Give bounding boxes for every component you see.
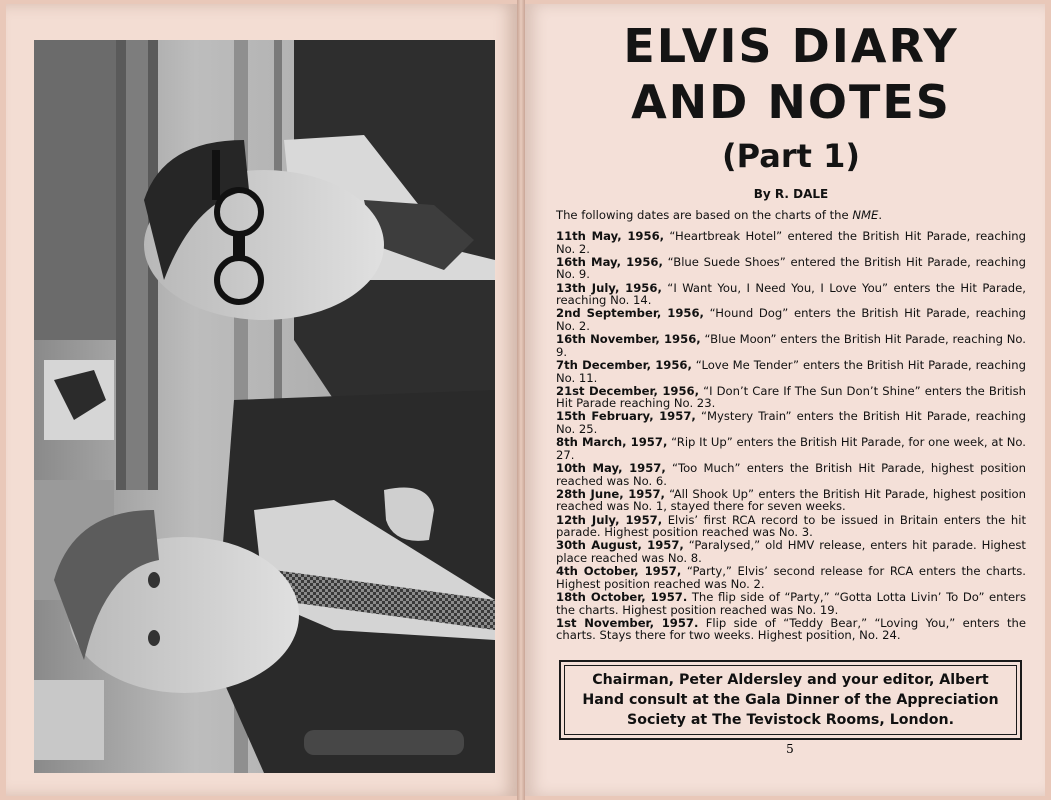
entry-date: 16th May, 1956, [556, 254, 663, 269]
entry-text: “Too Much” enters the British Hit Parade, highest position reached was No. 6. [556, 461, 1026, 488]
entry-date: 4th October, 1957, [556, 564, 682, 579]
diary-entry [556, 410, 1026, 435]
intro-source: NME [852, 208, 879, 222]
entry-text: “All Shook Up” enters the British Hit Parade, highest position reached was No. 1, stayed there for seven weeks. [556, 486, 1027, 514]
photo-caption: Chairman, Peter Aldersley and your editor, Albert Hand consult at the Gala Dinner of the Appreciation Society at The Tevistock Rooms, London. [582, 672, 999, 728]
entry-text: “Blue Moon” enters the British Hit Parade, reaching No. 9. [556, 332, 1026, 359]
photo-caption-box [559, 660, 1022, 740]
entry-date: 7th December, 1956, [556, 357, 692, 372]
diary-entry [556, 539, 1026, 564]
diary-entry [556, 514, 1026, 539]
entry-text: “I Want You, I Need You, I Love You” enters the Hit Parade, reaching No. 14. [556, 280, 1026, 308]
title-line-2: AND NOTES [631, 75, 951, 129]
entry-date: 30th August, 1957, [556, 538, 684, 553]
entry-date: 15th February, 1957, [556, 409, 696, 424]
entry-date: 8th March, 1957, [556, 435, 668, 450]
intro-end: . [878, 208, 883, 222]
photo-illustration [34, 40, 495, 773]
entry-text: Flip side of “Teddy Bear,” “Loving You,” enters the charts. Stays there for two weeks. Highest position, No. 24. [556, 615, 1026, 643]
diary-entry [556, 462, 1026, 487]
intro-text: The following dates are based on the charts of the [556, 208, 853, 222]
diary-entry [556, 436, 1026, 461]
entry-date: 11th May, 1956, [556, 229, 665, 243]
page-number: 5 [786, 742, 794, 756]
entry-text: Elvis’ first RCA record to be issued in Britain enters the hit parade. Highest position reached was No. 3. [556, 512, 1027, 540]
diary-entry [556, 282, 1026, 307]
page-gutter [517, 0, 525, 800]
diary-entry [556, 359, 1026, 384]
entry-date: 16th November, 1956, [556, 332, 701, 347]
entry-text: “Mystery Train” enters the British Hit Parade, reaching No. 25. [556, 409, 1026, 437]
entry-text: “I Don’t Care If The Sun Don’t Shine” enters the British Hit Parade reaching No. 23. [556, 383, 1026, 411]
diary-entry [556, 307, 1026, 332]
entry-date: 10th May, 1957, [556, 461, 666, 476]
diary-entry [556, 488, 1026, 513]
entry-date: 18th October, 1957. [556, 589, 688, 604]
article-title [556, 18, 1026, 130]
entry-text: “Party,” Elvis’ second release for RCA enters the charts. Highest position reached was No. 2. [556, 564, 1026, 591]
entry-date: 1st November, 1957. [556, 615, 699, 630]
entry-date: 28th June, 1957, [556, 486, 665, 501]
title-line-1: ELVIS DIARY [623, 19, 959, 73]
entry-text: “Love Me Tender” enters the British Hit Parade, reaching No. 11. [556, 357, 1026, 385]
entry-text: “Blue Suede Shoes” entered the British Hit Parade, reaching No. 9. [556, 254, 1026, 282]
diary-entry [556, 385, 1026, 410]
entry-date: 13th July, 1956, [556, 280, 662, 295]
diary-entry [556, 617, 1026, 642]
diary-entry [556, 230, 1026, 255]
intro-paragraph [556, 208, 1026, 222]
entry-text: “Hound Dog” enters the British Hit Parade, reaching No. 2. [556, 306, 1027, 333]
article [556, 18, 1026, 643]
article-subtitle: (Part 1) [722, 137, 860, 175]
entry-date: 21st December, 1956, [556, 383, 699, 398]
entry-text: “Rip It Up” enters the British Hit Parade, for one week, at No. 27. [556, 435, 1026, 462]
diary-entry [556, 256, 1026, 281]
diary-entry [556, 591, 1026, 616]
entry-text: “Heartbreak Hotel” entered the British Hit Parade, reaching No. 2. [556, 229, 1026, 256]
entry-text: “Paralysed,” old HMV release, enters hit parade. Highest place reached was No. 8. [556, 538, 1026, 565]
diary-entry [556, 333, 1026, 358]
entry-date: 2nd September, 1956, [556, 306, 704, 321]
diary-entries [556, 230, 1026, 642]
photograph [34, 40, 495, 773]
diary-entry [556, 565, 1026, 590]
entry-date: 12th July, 1957, [556, 512, 663, 527]
byline: By R. DALE [753, 187, 829, 201]
entry-text: The flip side of “Party,” “Gotta Lotta Livin’ To Do” enters the charts. Highest position reached was No. 19. [556, 589, 1026, 617]
